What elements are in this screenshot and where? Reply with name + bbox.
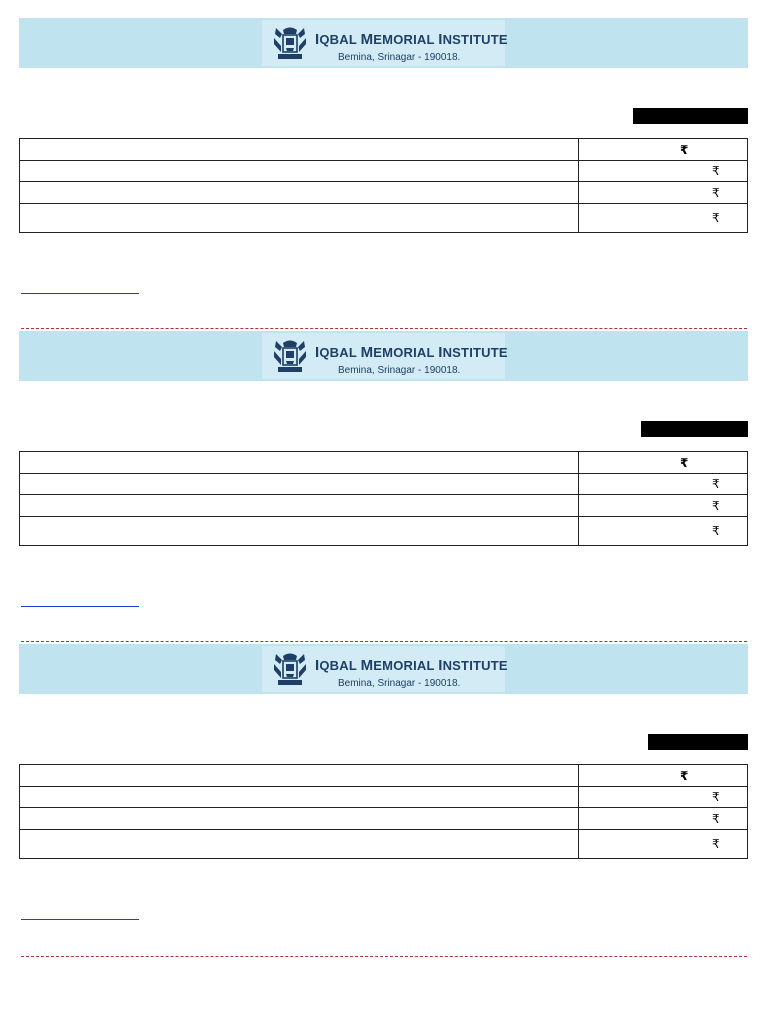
row-currency: ₹ [712, 477, 720, 491]
table-row [20, 494, 747, 495]
row-currency: ₹ [712, 837, 720, 851]
institute-address: Bemina, Srinagar - 190018. [338, 52, 461, 63]
redacted-bar [648, 734, 748, 750]
row-currency: ₹ [712, 499, 720, 513]
table-row [20, 807, 747, 808]
fee-table [19, 451, 748, 546]
currency-header: ₹ [680, 456, 689, 470]
currency-header: ₹ [680, 769, 689, 783]
row-currency: ₹ [712, 524, 720, 538]
row-currency: ₹ [712, 812, 720, 826]
cut-line [21, 328, 747, 329]
institute-header [19, 18, 748, 68]
table-row [20, 516, 747, 517]
institute-address: Bemina, Srinagar - 190018. [338, 678, 461, 689]
table-row [20, 203, 747, 204]
fee-table [19, 138, 748, 233]
column-divider [578, 765, 579, 858]
institute-emblem-icon [272, 24, 308, 64]
table-row [20, 786, 747, 787]
signature-link-line[interactable] [21, 293, 139, 294]
table-row [20, 181, 747, 182]
column-divider [578, 139, 579, 232]
row-currency: ₹ [712, 164, 720, 178]
row-currency: ₹ [712, 211, 720, 225]
cut-line [21, 641, 747, 642]
redacted-bar [633, 108, 748, 124]
row-currency: ₹ [712, 790, 720, 804]
institute-logo [262, 646, 508, 692]
institute-header [19, 644, 748, 694]
institute-logo [262, 20, 508, 66]
institute-header [19, 331, 748, 381]
signature-link-line[interactable] [21, 606, 139, 607]
institute-address: Bemina, Srinagar - 190018. [338, 365, 461, 376]
row-currency: ₹ [712, 186, 720, 200]
column-divider [578, 452, 579, 545]
signature-link-line[interactable] [21, 919, 139, 920]
institute-logo [262, 333, 508, 379]
cut-line [21, 956, 747, 957]
redacted-bar [641, 421, 748, 437]
table-row [20, 829, 747, 830]
institute-name: IQBAL MEMORIAL INSTITUTE [315, 344, 508, 361]
currency-header: ₹ [680, 143, 689, 157]
institute-name: IQBAL MEMORIAL INSTITUTE [315, 31, 508, 48]
institute-emblem-icon [272, 650, 308, 690]
institute-name: IQBAL MEMORIAL INSTITUTE [315, 657, 508, 674]
institute-emblem-icon [272, 337, 308, 377]
table-row [20, 160, 747, 161]
table-row [20, 473, 747, 474]
fee-table [19, 764, 748, 859]
